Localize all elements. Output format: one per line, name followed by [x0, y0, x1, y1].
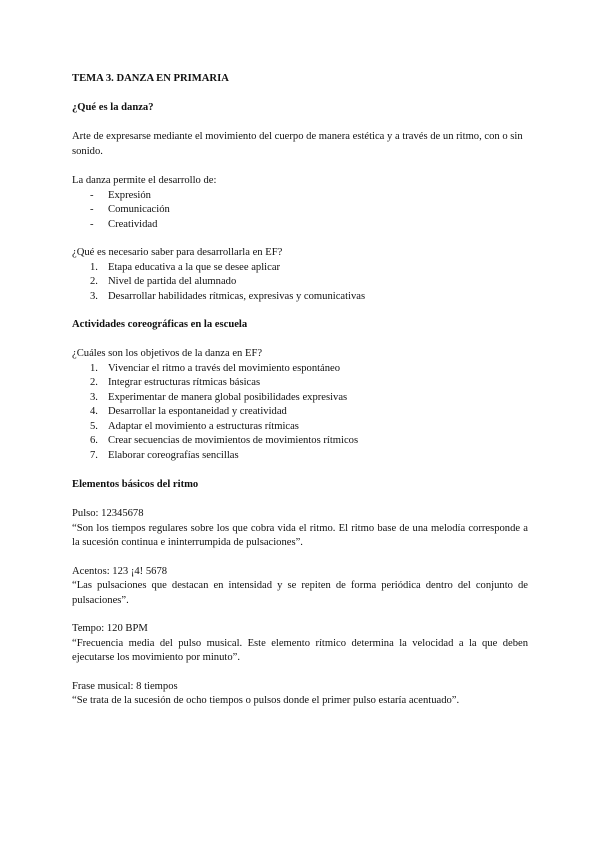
element-quote-accents: “Las pulsaciones que destacan en intensidad y se repiten de forma periódica dentro del conjunto de pulsaciones”. — [72, 580, 528, 606]
list-item: 3. Desarrollar habilidades rítmicas, expresivas y comunicativas — [90, 290, 366, 302]
allows-list — [72, 189, 528, 233]
list-item: 5. Adaptar el movimiento a estructuras rítmicas — [90, 420, 299, 432]
need-question: ¿Qué es necesario saber para desarrollarla en EF? — [72, 247, 283, 258]
element-quote-tempo: “Frecuencia media del pulso musical. Este elemento rítmico determina la velocidad a la que deben ejecutarse los movimiento por minuto”. — [72, 637, 528, 663]
heading-rhythm-elements: Elementos básicos del ritmo — [72, 479, 199, 490]
element-label-pulse: Pulso: 12345678 — [72, 508, 144, 519]
list-item: 2. Integrar estructuras rítmicas básicas — [90, 377, 261, 388]
list-item: 7. Elaborar coreografías sencillas — [90, 449, 239, 461]
document-body — [72, 72, 528, 709]
element-label-tempo: Tempo: 120 BPM — [72, 623, 148, 634]
list-item: 1. Etapa educativa a la que se desee aplicar — [90, 261, 281, 273]
document-title: TEMA 3. DANZA EN PRIMARIA — [72, 73, 229, 84]
list-item: 2. Nivel de partida del alumnado — [90, 276, 237, 287]
need-list — [72, 261, 528, 305]
objectives-list — [72, 362, 528, 464]
element-quote-pulse: “Son los tiempos regulares sobre los que cobra vida el ritmo. El ritmo base de una melodía corresponde a la sucesión continua e ininterrumpida de pulsaciones”. — [72, 522, 528, 548]
list-item: 6. Crear secuencias de movimientos de movimientos rítmicos — [90, 435, 359, 446]
list-item: 4. Desarrollar la espontaneidad y creatividad — [90, 406, 287, 417]
heading-what-is-dance: ¿Qué es la danza? — [72, 102, 154, 113]
objectives-question: ¿Cuáles son los objetivos de la danza en EF? — [72, 348, 263, 359]
list-item: - Expresión — [90, 189, 151, 201]
definition-paragraph: Arte de expresarse mediante el movimiento del cuerpo de manera estética y a través de un ritmo, con o sin sonido. — [72, 131, 523, 157]
list-item: 3. Experimentar de manera global posibilidades expresivas — [90, 391, 348, 403]
list-item: 1. Vivenciar el ritmo a través del movimiento espontáneo — [90, 362, 341, 374]
allows-intro: La danza permite el desarrollo de: — [72, 175, 217, 186]
element-label-accents: Acentos: 123 ¡4! 5678 — [72, 565, 168, 577]
element-quote-phrase: “Se trata de la sucesión de ocho tiempos o pulsos donde el primer pulso estaría acentuado”. — [72, 695, 460, 706]
heading-choreographic-activities: Actividades coreográficas en la escuela — [72, 319, 248, 330]
list-item: - Creatividad — [90, 218, 158, 230]
element-label-phrase: Frase musical: 8 tiempos — [72, 680, 178, 692]
list-item: - Comunicación — [90, 204, 170, 215]
